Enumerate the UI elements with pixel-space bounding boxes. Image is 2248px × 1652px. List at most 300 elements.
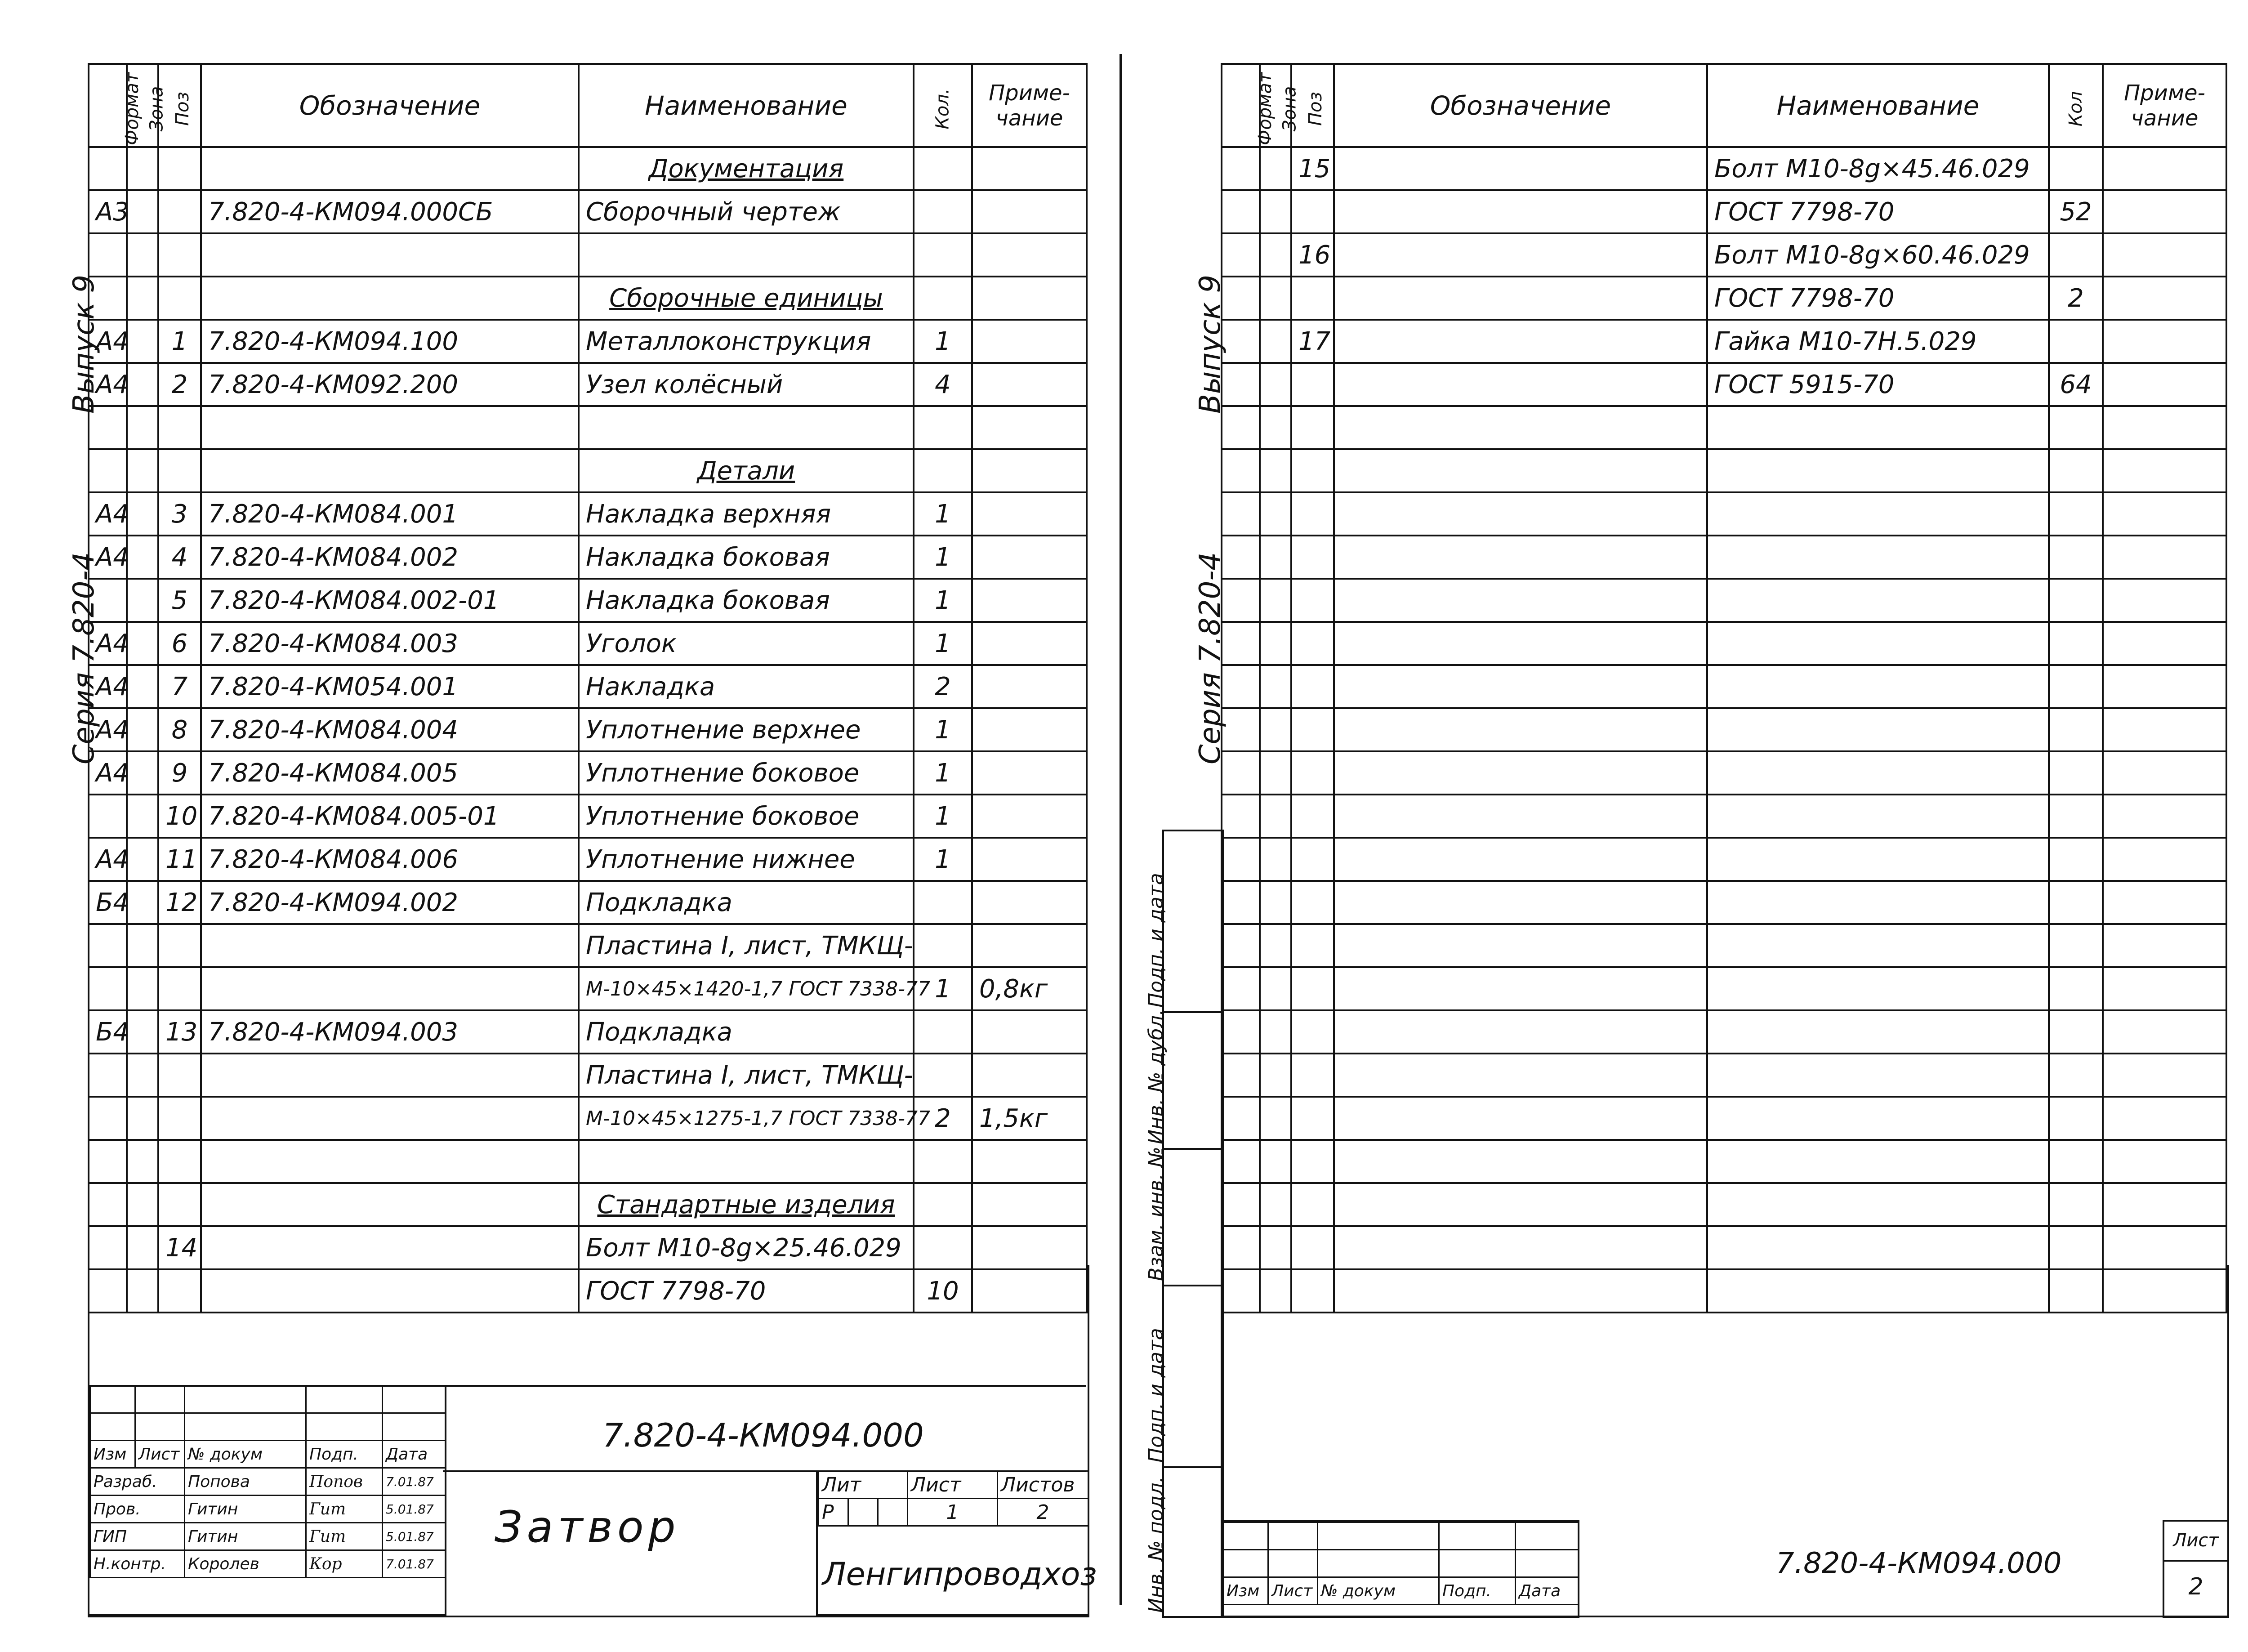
cell-qty: 1 — [914, 492, 972, 536]
cell-format — [1222, 536, 1260, 579]
cell-zone — [127, 492, 158, 536]
cell-zone — [127, 622, 158, 665]
table-row — [1222, 967, 2226, 1010]
cell-format: А4 — [89, 363, 127, 406]
cell-designation — [201, 1183, 579, 1226]
date-3: 7.01.87 — [383, 1550, 446, 1578]
cell-name — [1707, 838, 2049, 881]
cell-note — [972, 579, 1087, 622]
cell-pos — [1291, 622, 1334, 665]
cell-note: 1,5кг — [972, 1097, 1087, 1140]
cell-qty — [914, 924, 972, 967]
right-sheet-box — [2163, 1520, 2229, 1618]
cell-qty: 10 — [914, 1269, 972, 1313]
cell-zone — [127, 449, 158, 492]
table-row — [89, 579, 1087, 622]
cell-note — [972, 1054, 1087, 1097]
cell-name — [1707, 795, 2049, 838]
cell-pos — [158, 967, 201, 1010]
cell-name — [1707, 751, 2049, 795]
cell-format — [1222, 1226, 1260, 1269]
cell-zone — [1260, 838, 1291, 881]
table-row — [89, 233, 1087, 277]
cell-zone — [127, 751, 158, 795]
cell-format — [89, 795, 127, 838]
table-row — [1222, 277, 2226, 320]
header-pos: Поз — [158, 64, 201, 147]
role-2: ГИП — [90, 1523, 185, 1550]
cell-note — [972, 708, 1087, 751]
cell-qty: 1 — [914, 579, 972, 622]
cell-name: Уплотнение боковое — [579, 751, 914, 795]
role-0: Разраб. — [90, 1468, 185, 1496]
cell-pos — [1291, 924, 1334, 967]
cell-qty — [2049, 838, 2103, 881]
cell-qty — [914, 233, 972, 277]
cell-note — [972, 838, 1087, 881]
cell-qty — [914, 147, 972, 190]
cell-qty — [914, 1010, 972, 1054]
cell-format — [1222, 1054, 1260, 1097]
cell-qty — [2049, 1183, 2103, 1226]
cell-designation — [1334, 924, 1707, 967]
cell-name: ГОСТ 5915-70 — [1707, 363, 2049, 406]
cell-format — [89, 147, 127, 190]
stamp-cell-3: Подп. и дата — [1164, 1286, 1222, 1468]
stamp-cell-2: Взам. инв. № — [1164, 1150, 1222, 1286]
cell-name — [1707, 449, 2049, 492]
table-row — [1222, 708, 2226, 751]
cell-pos — [1291, 277, 1334, 320]
table-row — [1222, 579, 2226, 622]
cell-format — [89, 967, 127, 1010]
cell-designation — [201, 1097, 579, 1140]
cell-qty — [914, 406, 972, 449]
cell-zone — [127, 1010, 158, 1054]
cell-note — [972, 190, 1087, 233]
cell-name: Болт М10-8g×60.46.029 — [1707, 233, 2049, 277]
cell-format — [89, 277, 127, 320]
cell-zone — [127, 1226, 158, 1269]
cell-name — [579, 1140, 914, 1183]
cell-format: Б4 — [89, 1010, 127, 1054]
right-spec-table — [1221, 63, 2227, 1313]
cell-zone — [127, 1097, 158, 1140]
cell-qty — [2049, 449, 2103, 492]
cell-designation — [201, 233, 579, 277]
date-1: 5.01.87 — [383, 1496, 446, 1523]
col-sign: Подп. — [306, 1441, 383, 1468]
signature-2: Гит — [306, 1523, 383, 1550]
cell-designation: 7.820-4-КМ084.006 — [201, 838, 579, 881]
cell-zone — [127, 406, 158, 449]
cell-format — [1222, 406, 1260, 449]
cell-note — [972, 449, 1087, 492]
cell-designation — [1334, 233, 1707, 277]
cell-format — [89, 1097, 127, 1140]
cell-qty — [2049, 1054, 2103, 1097]
cell-pos: 10 — [158, 795, 201, 838]
table-row — [1222, 665, 2226, 708]
cell-pos — [1291, 1226, 1334, 1269]
left-title: Затвор — [495, 1502, 680, 1552]
cell-format — [1222, 449, 1260, 492]
cell-name: Накладка верхняя — [579, 492, 914, 536]
right-signature-block — [1221, 1520, 1579, 1618]
table-row — [89, 1054, 1087, 1097]
table-row — [1222, 622, 2226, 665]
cell-zone — [1260, 1226, 1291, 1269]
cell-format — [1222, 1010, 1260, 1054]
cell-note — [2103, 147, 2226, 190]
cell-pos — [1291, 795, 1334, 838]
person-3: Королев — [185, 1550, 306, 1578]
cell-pos — [158, 233, 201, 277]
cell-pos — [1291, 838, 1334, 881]
table-row — [1222, 881, 2226, 924]
right-sheet-label: Лист — [2164, 1522, 2227, 1562]
cell-pos — [1291, 1010, 1334, 1054]
table-row — [1222, 147, 2226, 190]
cell-designation — [1334, 363, 1707, 406]
cell-name — [1707, 536, 2049, 579]
cell-format — [89, 233, 127, 277]
cell-note — [2103, 795, 2226, 838]
header-note: Приме-чание — [2103, 64, 2226, 147]
cell-name — [1707, 1054, 2049, 1097]
cell-qty: 1 — [914, 320, 972, 363]
cell-name — [1707, 1010, 2049, 1054]
table-row — [89, 1183, 1087, 1226]
cell-name: Пластина I, лист, ТМКЩ- — [579, 1054, 914, 1097]
table-row — [89, 449, 1087, 492]
cell-zone — [127, 967, 158, 1010]
cell-zone — [1260, 622, 1291, 665]
cell-name — [1707, 622, 2049, 665]
table-row — [89, 1140, 1087, 1183]
table-row — [89, 320, 1087, 363]
cell-name: Накладка боковая — [579, 536, 914, 579]
cell-pos: 15 — [1291, 147, 1334, 190]
cell-zone — [1260, 751, 1291, 795]
cell-designation — [1334, 1226, 1707, 1269]
cell-note — [2103, 233, 2226, 277]
header-zone: Зона — [127, 64, 158, 147]
cell-zone — [1260, 967, 1291, 1010]
left-signature-block — [88, 1385, 446, 1616]
header-format: Формат — [89, 64, 127, 147]
table-row — [1222, 492, 2226, 536]
cell-qty — [2049, 924, 2103, 967]
cell-name — [1707, 924, 2049, 967]
cell-format — [1222, 277, 1260, 320]
cell-designation: 7.820-4-КМ092.200 — [201, 363, 579, 406]
table-row — [89, 708, 1087, 751]
cell-note — [2103, 622, 2226, 665]
cell-zone — [1260, 795, 1291, 838]
cell-zone — [1260, 1010, 1291, 1054]
cell-name: Уплотнение нижнее — [579, 838, 914, 881]
cell-zone — [1260, 665, 1291, 708]
cell-pos — [1291, 536, 1334, 579]
cell-format — [1222, 838, 1260, 881]
table-row — [1222, 1226, 2226, 1269]
table-row — [89, 924, 1087, 967]
cell-pos — [158, 147, 201, 190]
cell-designation — [1334, 449, 1707, 492]
cell-note — [972, 406, 1087, 449]
cell-name — [1707, 1183, 2049, 1226]
cell-zone — [127, 190, 158, 233]
table-row — [89, 363, 1087, 406]
right-side-stamp — [1145, 830, 1224, 1618]
cell-format — [1222, 924, 1260, 967]
cell-qty — [2049, 406, 2103, 449]
cell-zone — [1260, 881, 1291, 924]
cell-zone — [127, 838, 158, 881]
cell-zone — [1260, 1054, 1291, 1097]
cell-qty — [2049, 881, 2103, 924]
cell-name: ГОСТ 7798-70 — [1707, 190, 2049, 233]
cell-designation — [201, 1140, 579, 1183]
cell-format — [89, 406, 127, 449]
cell-note — [2103, 1097, 2226, 1140]
cell-name: Подкладка — [579, 1010, 914, 1054]
cell-name — [1707, 492, 2049, 536]
cell-pos: 11 — [158, 838, 201, 881]
cell-pos — [1291, 190, 1334, 233]
cell-format — [1222, 190, 1260, 233]
cell-name: ГОСТ 7798-70 — [1707, 277, 2049, 320]
cell-qty — [2049, 492, 2103, 536]
cell-zone — [127, 1140, 158, 1183]
table-row — [1222, 751, 2226, 795]
cell-note — [2103, 1140, 2226, 1183]
cell-pos — [1291, 1097, 1334, 1140]
cell-designation — [201, 967, 579, 1010]
cell-zone — [1260, 924, 1291, 967]
header-format: Формат — [1222, 64, 1260, 147]
left-spec-table — [88, 63, 1088, 1313]
role-3: Н.контр. — [90, 1550, 185, 1578]
cell-note — [2103, 708, 2226, 751]
cell-format — [1222, 795, 1260, 838]
cell-qty — [2049, 1226, 2103, 1269]
cell-designation — [1334, 708, 1707, 751]
cell-qty — [914, 190, 972, 233]
cell-designation: 7.820-4-КМ084.005 — [201, 751, 579, 795]
cell-qty: 2 — [914, 1097, 972, 1140]
cell-note — [972, 277, 1087, 320]
table-row — [1222, 536, 2226, 579]
cell-zone — [127, 1054, 158, 1097]
table-row — [89, 838, 1087, 881]
cell-format — [89, 1140, 127, 1183]
cell-designation — [201, 406, 579, 449]
cell-zone — [127, 881, 158, 924]
cell-pos — [1291, 579, 1334, 622]
cell-designation — [1334, 795, 1707, 838]
table-row — [1222, 1097, 2226, 1140]
cell-name: Болт М10-8g×25.46.029 — [579, 1226, 914, 1269]
cell-name: Детали — [579, 449, 914, 492]
cell-zone — [127, 147, 158, 190]
cell-designation: 7.820-4-КМ094.003 — [201, 1010, 579, 1054]
cell-name: Уголок — [579, 622, 914, 665]
table-row — [1222, 190, 2226, 233]
stamp-cell-0: Подп. и дата — [1164, 831, 1222, 1013]
cell-pos: 3 — [158, 492, 201, 536]
cell-format: А4 — [89, 751, 127, 795]
cell-qty — [2049, 1097, 2103, 1140]
cell-designation — [201, 1054, 579, 1097]
cell-pos: 2 — [158, 363, 201, 406]
person-1: Гитин — [185, 1496, 306, 1523]
cell-name — [1707, 967, 2049, 1010]
cell-zone — [127, 536, 158, 579]
signature-1: Гит — [306, 1496, 383, 1523]
cell-pos: 4 — [158, 536, 201, 579]
table-row — [89, 1010, 1087, 1054]
cell-qty — [2049, 708, 2103, 751]
date-0: 7.01.87 — [383, 1468, 446, 1496]
cell-name — [1707, 665, 2049, 708]
cell-pos: 6 — [158, 622, 201, 665]
cell-pos: 13 — [158, 1010, 201, 1054]
cell-note — [2103, 320, 2226, 363]
header-name: Наименование — [579, 64, 914, 147]
cell-name: Сборочные единицы — [579, 277, 914, 320]
cell-qty: 1 — [914, 708, 972, 751]
cell-format — [89, 579, 127, 622]
cell-format: А4 — [89, 492, 127, 536]
cell-designation — [201, 1226, 579, 1269]
cell-name — [1707, 1097, 2049, 1140]
cell-format — [1222, 1097, 1260, 1140]
signature-0: Попов — [306, 1468, 383, 1496]
cell-note — [2103, 449, 2226, 492]
cell-note — [2103, 1010, 2226, 1054]
cell-format: А4 — [89, 708, 127, 751]
cell-note — [972, 233, 1087, 277]
cell-designation — [201, 147, 579, 190]
cell-format: Б4 — [89, 881, 127, 924]
sheet-value: 1 — [908, 1499, 998, 1526]
cell-pos — [158, 1054, 201, 1097]
cell-qty — [2049, 320, 2103, 363]
cell-format — [1222, 363, 1260, 406]
cell-note — [972, 924, 1087, 967]
cell-pos — [1291, 881, 1334, 924]
cell-format — [1222, 967, 1260, 1010]
left-series-label-top: Выпуск 9 — [67, 274, 101, 414]
cell-pos: 12 — [158, 881, 201, 924]
cell-zone — [1260, 277, 1291, 320]
cell-format: А4 — [89, 320, 127, 363]
table-row — [89, 147, 1087, 190]
cell-zone — [127, 579, 158, 622]
cell-qty: 1 — [914, 751, 972, 795]
cell-qty — [2049, 622, 2103, 665]
cell-note — [972, 881, 1087, 924]
cell-zone — [127, 320, 158, 363]
cell-designation: 7.820-4-КМ084.003 — [201, 622, 579, 665]
left-series-label-bottom: Серия 7.820-4 — [67, 552, 101, 764]
col-izm: Изм — [90, 1441, 135, 1468]
cell-zone — [1260, 147, 1291, 190]
cell-note — [2103, 492, 2226, 536]
cell-format — [1222, 751, 1260, 795]
cell-zone — [127, 924, 158, 967]
table-row — [89, 622, 1087, 665]
table-row — [89, 492, 1087, 536]
cell-name — [1707, 1226, 2049, 1269]
table-row — [1222, 838, 2226, 881]
cell-note — [972, 1183, 1087, 1226]
cell-qty: 1 — [914, 536, 972, 579]
table-row — [89, 665, 1087, 708]
cell-pos — [1291, 363, 1334, 406]
cell-name — [1707, 406, 2049, 449]
cell-note — [972, 320, 1087, 363]
cell-designation — [1334, 320, 1707, 363]
table-row — [89, 406, 1087, 449]
cell-pos — [158, 277, 201, 320]
cell-pos — [158, 1097, 201, 1140]
header-pos: Поз — [1291, 64, 1334, 147]
cell-note — [2103, 924, 2226, 967]
cell-note — [2103, 967, 2226, 1010]
cell-note — [2103, 665, 2226, 708]
cell-qty — [2049, 536, 2103, 579]
table-row — [1222, 795, 2226, 838]
cell-pos — [1291, 1183, 1334, 1226]
table-row — [1222, 406, 2226, 449]
header-name: Наименование — [1707, 64, 2049, 147]
cell-pos — [158, 924, 201, 967]
cell-designation: 7.820-4-КМ094.000СБ — [201, 190, 579, 233]
cell-qty — [2049, 147, 2103, 190]
col-list: Лист — [135, 1441, 185, 1468]
cell-qty: 52 — [2049, 190, 2103, 233]
cell-format — [89, 449, 127, 492]
cell-note — [2103, 277, 2226, 320]
cell-qty — [2049, 967, 2103, 1010]
cell-qty: 1 — [914, 967, 972, 1010]
signature-3: Кор — [306, 1550, 383, 1578]
cell-zone — [127, 233, 158, 277]
cell-designation: 7.820-4-КМ084.002 — [201, 536, 579, 579]
cell-designation: 7.820-4-КМ094.100 — [201, 320, 579, 363]
cell-note — [972, 1140, 1087, 1183]
cell-note — [2103, 406, 2226, 449]
cell-pos — [1291, 708, 1334, 751]
cell-designation: 7.820-4-КМ054.001 — [201, 665, 579, 708]
sheet-divider — [1120, 54, 1122, 1605]
cell-pos: 1 — [158, 320, 201, 363]
cell-note — [972, 147, 1087, 190]
cell-note — [2103, 751, 2226, 795]
col-date: Дата — [383, 1441, 446, 1468]
table-row — [1222, 924, 2226, 967]
cell-designation: 7.820-4-КМ084.001 — [201, 492, 579, 536]
cell-zone — [1260, 708, 1291, 751]
cell-zone — [1260, 536, 1291, 579]
cell-zone — [1260, 190, 1291, 233]
cell-pos: 17 — [1291, 320, 1334, 363]
cell-format — [89, 924, 127, 967]
cell-name: Накладка боковая — [579, 579, 914, 622]
